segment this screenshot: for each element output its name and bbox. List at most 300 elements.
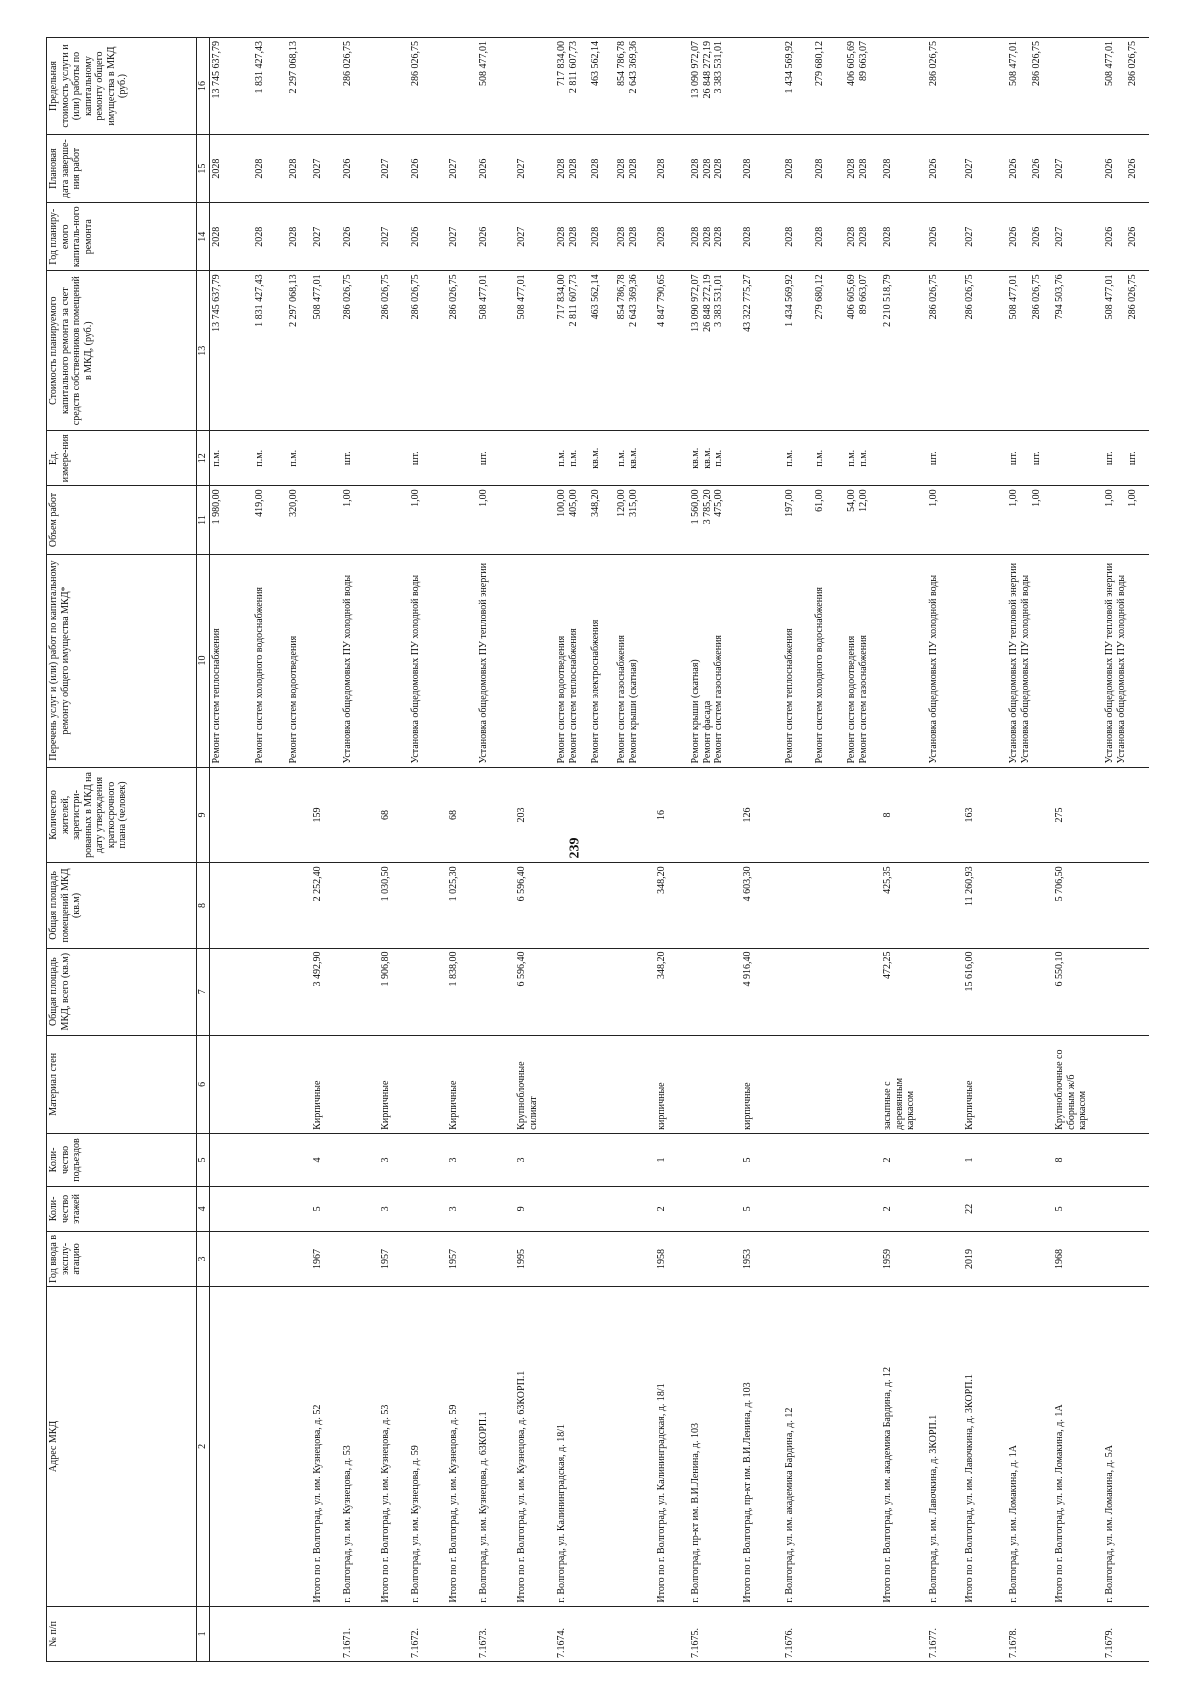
cell-text: Установка общедомовых ПУ тепловой энергии Установка общедомовых ПУ холодной воды	[1104, 562, 1127, 764]
cell-text: 2028	[882, 226, 893, 247]
column-number: 16	[197, 38, 210, 135]
cell-text: кирпичные	[656, 1082, 667, 1130]
cell-text: 54,00 12,00	[846, 489, 869, 512]
table-cell	[615, 1187, 655, 1232]
table-cell	[881, 1035, 927, 1133]
table-cell	[477, 38, 515, 135]
table-cell	[927, 554, 963, 767]
cell-text: 68	[380, 809, 391, 820]
cell-text: 1,00	[410, 489, 421, 507]
table-cell	[1053, 135, 1103, 203]
table-cell	[655, 767, 689, 863]
table-cell	[1103, 863, 1149, 948]
table-cell	[209, 1187, 253, 1232]
table-cell	[615, 1231, 655, 1286]
table-cell	[341, 1035, 379, 1133]
cell-text: 2028	[288, 158, 299, 179]
table-cell	[927, 863, 963, 948]
table-cell	[813, 1187, 845, 1232]
table-cell	[1007, 1606, 1053, 1661]
table-cell	[689, 135, 741, 203]
table-cell	[555, 38, 589, 135]
cell-text: 159	[312, 807, 323, 823]
table-cell	[253, 767, 287, 863]
table-cell	[311, 554, 341, 767]
table-cell	[845, 1035, 881, 1133]
table-cell	[845, 1187, 881, 1232]
table-cell	[379, 1035, 409, 1133]
table-cell	[409, 948, 447, 1035]
cell-text: 3	[516, 1157, 527, 1163]
cell-text: 3	[380, 1157, 391, 1163]
table-cell	[655, 271, 689, 431]
table-cell	[589, 948, 615, 1035]
table-cell	[447, 1231, 477, 1286]
table-cell	[311, 1133, 341, 1186]
header-cell: Общая площадь помещений МКД (кв.м)	[47, 863, 197, 948]
table-cell	[477, 554, 515, 767]
table-cell	[379, 554, 409, 767]
table-row	[655, 38, 689, 1662]
cell-text: 6 550,10	[1054, 951, 1065, 987]
table-cell	[783, 554, 813, 767]
cell-text: 7.1678.	[1008, 1628, 1019, 1658]
cell-text: Установка общедомовых ПУ тепловой энергии	[478, 562, 489, 764]
cell-text: 508 477,01 286 026,75	[1008, 41, 1042, 86]
header-cell: Год ввода в эксплу-атацию	[47, 1231, 197, 1286]
table-cell	[287, 271, 311, 431]
table-cell	[881, 1606, 927, 1661]
cell-text: 15 616,00	[964, 951, 975, 992]
cell-text: 320,00	[288, 489, 299, 517]
table-cell	[253, 863, 287, 948]
cell-text: 100,00 405,00	[556, 489, 579, 517]
cell-text: Кирпичные	[312, 1080, 323, 1130]
table-cell	[287, 38, 311, 135]
cell-text: кирпичные	[742, 1082, 753, 1130]
cell-text: п.м.	[210, 449, 222, 467]
table-cell	[813, 767, 845, 863]
table-cell	[813, 271, 845, 431]
table-cell	[477, 271, 515, 431]
table-cell	[927, 1133, 963, 1186]
table-cell	[615, 1133, 655, 1186]
table-cell	[741, 431, 783, 486]
cell-text: 2028 2028	[616, 226, 639, 247]
table-row	[881, 38, 927, 1662]
cell-text: Установка общедомовых ПУ холодной воды	[410, 574, 421, 764]
cell-text: 1995	[516, 1248, 527, 1269]
table-cell	[1103, 135, 1149, 203]
table-cell	[209, 863, 253, 948]
table-row	[1007, 38, 1053, 1662]
table-cell	[311, 271, 341, 431]
table-cell	[927, 1231, 963, 1286]
table-cell	[409, 1287, 447, 1606]
table-cell	[783, 1606, 813, 1661]
table-cell	[1103, 1035, 1149, 1133]
table-cell	[477, 1187, 515, 1232]
cell-text: 2026	[478, 226, 489, 247]
table-cell	[409, 1606, 447, 1661]
cell-text: шт. шт.	[1104, 451, 1138, 466]
cell-text: Кирпичные	[448, 1080, 459, 1130]
cell-text: 13 745 637,79	[210, 41, 222, 99]
table-cell	[927, 271, 963, 431]
table-cell	[379, 431, 409, 486]
column-number: 14	[197, 203, 210, 271]
table-cell	[689, 1133, 741, 1186]
cell-text: 2028	[814, 158, 825, 179]
cell-text: 1,00 1,00	[1104, 489, 1138, 507]
table-cell	[689, 767, 741, 863]
table-cell	[379, 863, 409, 948]
table-cell	[253, 486, 287, 554]
cell-text: 1953	[742, 1248, 753, 1269]
table-cell	[477, 135, 515, 203]
table-cell	[287, 1035, 311, 1133]
table-cell	[1103, 431, 1149, 486]
table-cell	[927, 1606, 963, 1661]
table-cell	[1007, 948, 1053, 1035]
table-cell	[845, 1133, 881, 1186]
table-cell	[1053, 1133, 1103, 1186]
table-cell	[477, 767, 515, 863]
cell-text: Ремонт систем водоотведения Ремонт систем теплоснабжения	[556, 628, 579, 764]
cell-text: 854 786,78 2 643 369,36	[616, 274, 639, 327]
cell-text: 2028 2028	[556, 226, 579, 247]
cell-text: г. Волгоград, пр-кт им. В.И.Ленина, д. 103	[690, 1423, 701, 1603]
table-cell	[963, 863, 1007, 948]
table-cell	[845, 948, 881, 1035]
table-cell	[447, 1133, 477, 1186]
table-cell	[209, 38, 253, 135]
cell-text: 2	[882, 1157, 893, 1163]
table-cell	[963, 1133, 1007, 1186]
table-cell	[963, 203, 1007, 271]
cell-text: 2027	[312, 226, 323, 247]
table-cell	[555, 1133, 589, 1186]
cell-text: 68	[448, 809, 459, 820]
table-cell	[689, 1187, 741, 1232]
table-cell	[515, 1035, 555, 1133]
table-cell	[1103, 554, 1149, 767]
cell-text: Кирпичные	[964, 1080, 975, 1130]
table-row	[783, 38, 813, 1662]
table-cell	[963, 1287, 1007, 1606]
table-cell	[311, 767, 341, 863]
table-cell	[615, 1287, 655, 1606]
cell-text: 2019	[964, 1248, 975, 1269]
table-cell	[881, 431, 927, 486]
table-cell	[689, 271, 741, 431]
table-row	[615, 38, 655, 1662]
table-cell	[589, 431, 615, 486]
cell-text: 286 026,75	[928, 41, 939, 86]
table-cell	[1053, 1606, 1103, 1661]
table-cell	[741, 1035, 783, 1133]
cell-text: Итого по г. Волгоград, ул. им. Кузнецова, д. 59	[448, 1404, 459, 1603]
table-cell	[515, 203, 555, 271]
table-cell	[253, 554, 287, 767]
cell-text: 3	[380, 1206, 391, 1212]
table-cell	[615, 271, 655, 431]
cell-text: 794 503,76	[1054, 274, 1065, 320]
table-cell	[341, 554, 379, 767]
cell-text: 2026	[342, 158, 353, 179]
table-cell	[741, 1287, 783, 1606]
table-cell	[1103, 1606, 1149, 1661]
cell-text: 13 745 637,79	[210, 274, 222, 332]
cell-text: 120,00 315,00	[616, 489, 639, 517]
table-cell	[287, 863, 311, 948]
table-cell	[741, 863, 783, 948]
cell-text: 5	[742, 1206, 753, 1212]
table-cell	[845, 1606, 881, 1661]
table-cell	[845, 1231, 881, 1286]
table-cell	[615, 203, 655, 271]
table-cell	[1053, 1187, 1103, 1232]
cell-text: 1 838,00	[448, 951, 459, 987]
cell-text: 508 477,01 286 026,75	[1104, 41, 1138, 86]
table-cell	[555, 767, 589, 863]
table-cell	[845, 554, 881, 767]
table-cell	[409, 271, 447, 431]
table-cell	[253, 1133, 287, 1186]
table-cell	[813, 1035, 845, 1133]
table-cell	[209, 1231, 253, 1286]
cell-text: п.м.	[814, 449, 825, 467]
table-cell	[655, 486, 689, 554]
table-cell	[783, 863, 813, 948]
table-cell	[927, 203, 963, 271]
cell-text: 2028	[590, 226, 601, 247]
cell-text: 5	[1054, 1206, 1065, 1212]
cell-text: 8	[882, 812, 893, 818]
table-cell	[845, 1287, 881, 1606]
table-cell	[477, 203, 515, 271]
table-cell	[589, 1035, 615, 1133]
table-cell	[1053, 486, 1103, 554]
table-cell	[409, 1187, 447, 1232]
table-cell	[287, 1287, 311, 1606]
cell-text: 61,00	[814, 489, 825, 512]
cell-text: 1,00	[342, 489, 353, 507]
table-cell	[515, 486, 555, 554]
table-cell	[927, 948, 963, 1035]
cell-text: 2028	[656, 158, 667, 179]
table-cell	[515, 38, 555, 135]
table-cell	[813, 1287, 845, 1606]
table-cell	[1007, 135, 1053, 203]
column-number: 5	[197, 1133, 210, 1186]
cell-text: 8	[1054, 1157, 1065, 1163]
cell-text: 4	[312, 1157, 323, 1163]
cell-text: Ремонт систем холодного водоснабжения	[814, 586, 825, 764]
cell-text: Итого по г. Волгоград, ул. им. академика Бардина, д. 12	[882, 1366, 893, 1603]
table-cell	[783, 948, 813, 1035]
cell-text: 13 090 972,07 26 848 272,19 3 383 531,01	[690, 41, 724, 99]
table-cell	[209, 1287, 253, 1606]
cell-text: Ремонт крыши (скатная) Ремонт фасада Ремонт систем газоснабжения	[690, 634, 724, 764]
cell-text: 286 026,75	[410, 41, 421, 86]
cell-text: Итого по г. Волгоград, ул. им. Кузнецова, д. 52	[312, 1404, 323, 1603]
cell-text: 406 605,69 89 663,07	[846, 274, 869, 320]
table-cell	[515, 1187, 555, 1232]
cell-text: 2028 2028	[846, 158, 869, 179]
table-cell	[689, 431, 741, 486]
cell-text: 508 477,01	[312, 274, 323, 320]
table-cell	[783, 271, 813, 431]
table-cell	[655, 135, 689, 203]
table-cell	[845, 271, 881, 431]
cell-text: 463 562,14	[590, 274, 601, 320]
table-cell	[447, 203, 477, 271]
cell-text: Установка общедомовых ПУ холодной воды	[342, 574, 353, 764]
cell-text: 7.1677.	[928, 1628, 939, 1658]
table-cell	[341, 1133, 379, 1186]
table-cell	[845, 38, 881, 135]
table-cell	[253, 1231, 287, 1286]
table-cell	[655, 863, 689, 948]
cell-text: 1959	[882, 1248, 893, 1269]
cell-text: 286 026,75	[410, 274, 421, 320]
table-row	[845, 38, 881, 1662]
table-cell	[813, 431, 845, 486]
table-cell	[783, 38, 813, 135]
cell-text: 2028	[210, 226, 222, 247]
table-cell	[1053, 38, 1103, 135]
table-cell	[845, 863, 881, 948]
cell-text: 2	[882, 1206, 893, 1212]
cell-text: 2 210 518,79	[882, 274, 893, 327]
table-cell	[1103, 1133, 1149, 1186]
table-cell	[1007, 1287, 1053, 1606]
cell-text: 1968	[1054, 1248, 1065, 1269]
table-cell	[515, 1606, 555, 1661]
cell-text: п.м.	[288, 449, 299, 467]
cell-text: Установка общедомовых ПУ тепловой энергии Установка общедомовых ПУ холодной воды	[1008, 562, 1031, 764]
table-cell	[655, 1287, 689, 1606]
cell-text: 1958	[656, 1248, 667, 1269]
cell-text: 9	[516, 1206, 527, 1212]
table-cell	[447, 1287, 477, 1606]
cell-text: 2028	[210, 158, 222, 179]
table-cell	[741, 554, 783, 767]
cell-text: 3 492,90	[312, 951, 323, 987]
header-cell: Объем работ	[47, 486, 197, 554]
cell-text: 1957	[380, 1248, 391, 1269]
page-number: 239	[567, 837, 583, 859]
cell-text: 286 026,75	[342, 41, 353, 86]
header-cell: Коли-чество подъездов	[47, 1133, 197, 1186]
table-cell	[555, 486, 589, 554]
table-cell	[741, 1231, 783, 1286]
table-cell	[409, 135, 447, 203]
cell-text: 2027	[380, 226, 391, 247]
table-cell	[1007, 1035, 1053, 1133]
header-cell: Год планиру-емого капиталь-ного ремонта	[47, 203, 197, 271]
cell-text: шт.	[928, 451, 939, 466]
table-row	[515, 38, 555, 1662]
table-cell	[209, 431, 253, 486]
table-cell	[1007, 863, 1053, 948]
table-cell	[253, 203, 287, 271]
table-cell	[813, 203, 845, 271]
cell-text: шт.	[478, 451, 489, 466]
table-cell	[783, 1231, 813, 1286]
table-cell	[589, 1606, 615, 1661]
table-cell	[409, 1133, 447, 1186]
table-cell	[287, 486, 311, 554]
table-cell	[655, 948, 689, 1035]
table-cell	[209, 1133, 253, 1186]
table-cell	[655, 431, 689, 486]
table-cell	[689, 486, 741, 554]
table-cell	[209, 948, 253, 1035]
table-cell	[1103, 271, 1149, 431]
table-cell	[477, 1606, 515, 1661]
table-cell	[813, 554, 845, 767]
table-cell	[447, 554, 477, 767]
cell-text: 2028	[882, 158, 893, 179]
table-row	[589, 38, 615, 1662]
table-cell	[963, 38, 1007, 135]
cell-text: 2026 2026	[1104, 158, 1138, 179]
table-cell	[555, 1187, 589, 1232]
cell-text: 2028	[656, 226, 667, 247]
table-cell	[447, 135, 477, 203]
header-cell: № п/п	[47, 1606, 197, 1661]
table-cell	[1007, 203, 1053, 271]
table-cell	[589, 1133, 615, 1186]
table-cell	[341, 271, 379, 431]
table-cell	[963, 431, 1007, 486]
cell-text: 5 706,50	[1054, 866, 1065, 902]
cell-text: 4 603,30	[742, 866, 753, 902]
cell-text: 3	[448, 1206, 459, 1212]
table-cell	[615, 554, 655, 767]
table-cell	[379, 1606, 409, 1661]
cell-text: 1 831 427,43	[254, 41, 265, 94]
table-cell	[341, 1187, 379, 1232]
cell-text: г. Волгоград, ул. им. Кузнецова, д. 53	[342, 1445, 353, 1603]
table-cell	[409, 38, 447, 135]
table-cell	[555, 1231, 589, 1286]
table-cell	[881, 135, 927, 203]
table-cell	[881, 767, 927, 863]
cell-text: 1 980,00	[210, 489, 222, 525]
cell-text: 2	[656, 1206, 667, 1212]
cell-text: 2027	[1054, 158, 1065, 179]
table-cell	[1103, 767, 1149, 863]
table-cell	[963, 486, 1007, 554]
cell-text: 2 297 068,13	[288, 274, 299, 327]
table-cell	[341, 431, 379, 486]
cell-text: 1,00 1,00	[1008, 489, 1042, 507]
column-number: 2	[197, 1287, 210, 1606]
cell-text: 2028	[590, 158, 601, 179]
cell-text: Ремонт систем водоотведения Ремонт систем газоснабжения	[846, 634, 869, 764]
table-cell	[655, 38, 689, 135]
cell-text: 2027	[380, 158, 391, 179]
table-cell	[963, 135, 1007, 203]
table-cell	[311, 38, 341, 135]
table-cell	[555, 554, 589, 767]
table-cell	[341, 203, 379, 271]
table-cell	[209, 203, 253, 271]
column-number: 9	[197, 767, 210, 863]
